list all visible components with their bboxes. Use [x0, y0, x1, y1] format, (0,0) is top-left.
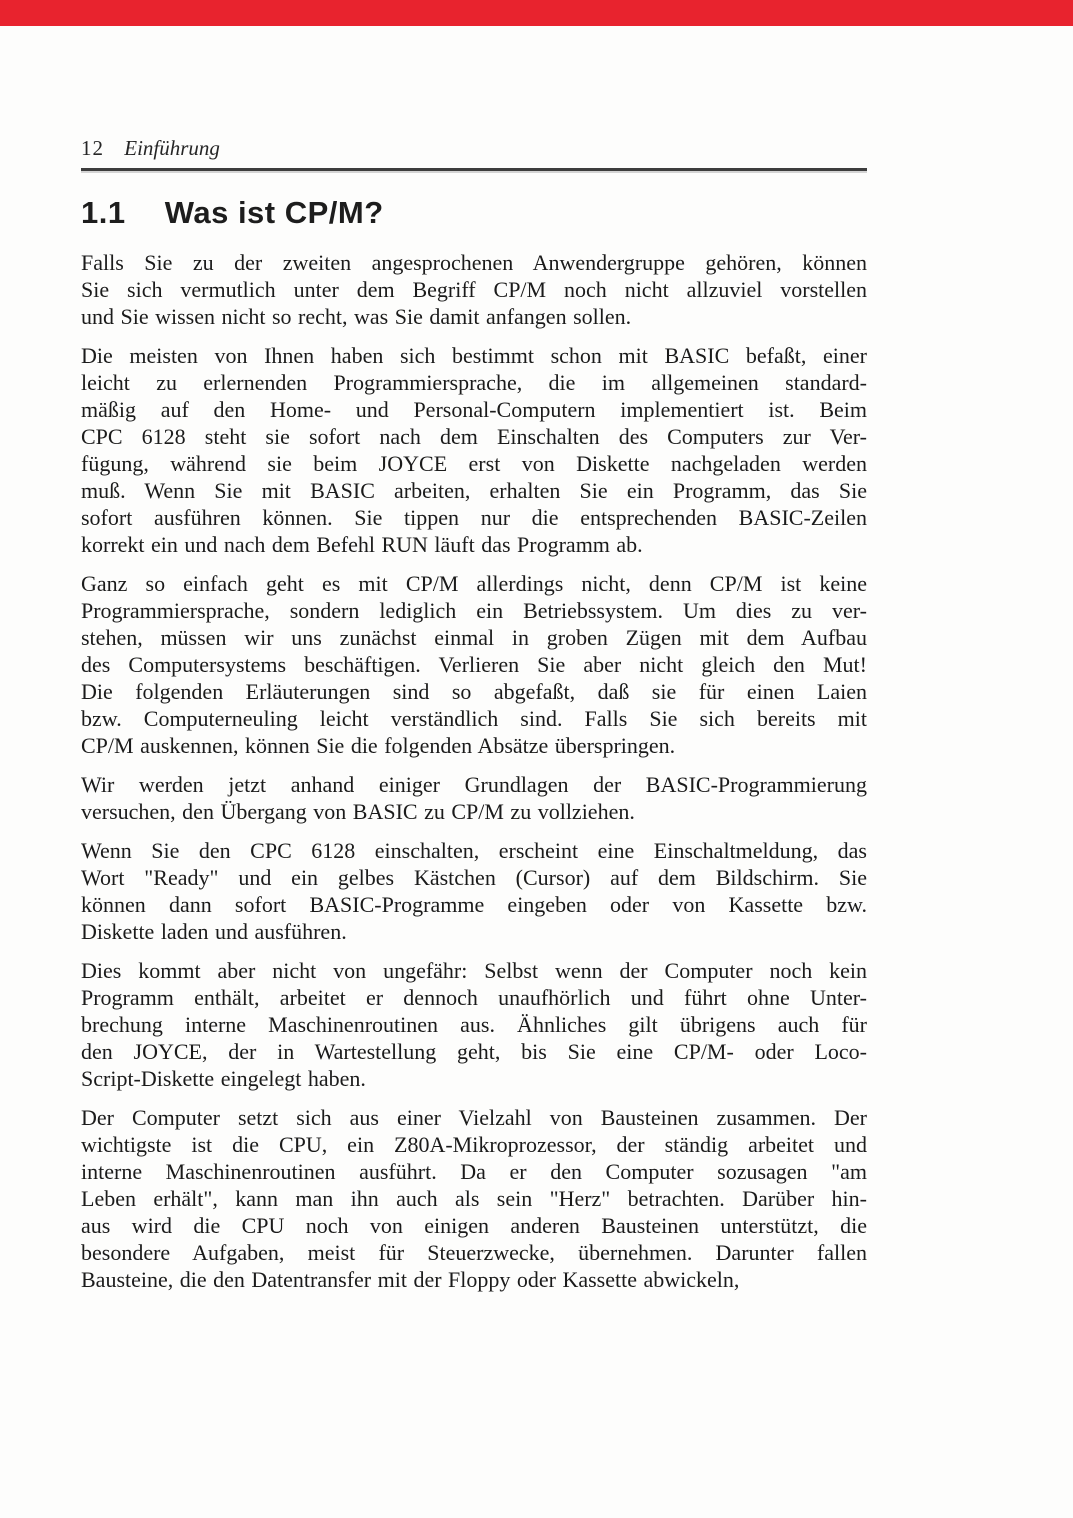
text-line: Programm enthält, arbeitet er dennoch unaufhörlich und führt ohne Unter-: [81, 985, 867, 1010]
text-line: korrekt ein und nach dem Befehl RUN läuft das Programm ab.: [81, 532, 643, 557]
header-rule: [81, 168, 867, 171]
paragraph: [81, 1104, 867, 1293]
chapter-title: Einführung: [124, 136, 220, 160]
text-line: Ganz so einfach geht es mit CP/M allerdings nicht, denn CP/M ist keine: [81, 571, 867, 596]
paragraph: [81, 342, 867, 558]
text-line: muß. Wenn Sie mit BASIC arbeiten, erhalten Sie ein Programm, das Sie: [81, 478, 867, 503]
text-line: brechung interne Maschinenroutinen aus. Ähnliches gilt übrigens auch für: [81, 1012, 867, 1037]
text-line: leicht zu erlernenden Programmiersprache, die im allgemeinen standard-: [81, 370, 867, 395]
running-header: [81, 136, 867, 161]
text-line: Programmiersprache, sondern lediglich ein Betriebssystem. Um dies zu ver-: [81, 598, 867, 623]
paragraph: [81, 570, 867, 759]
text-line: Sie sich vermutlich unter dem Begriff CP/M noch nicht allzuviel vorstellen: [81, 277, 867, 302]
text-line: sofort ausführen können. Sie tippen nur die entsprechenden BASIC-Zeilen: [81, 505, 867, 530]
paragraph: [81, 957, 867, 1092]
text-line: CPC 6128 steht sie sofort nach dem Einschalten des Computers zur Ver-: [81, 424, 867, 449]
text-line: und Sie wissen nicht so recht, was Sie damit anfangen sollen.: [81, 304, 632, 329]
body-text: [81, 249, 867, 1293]
section-heading: [81, 195, 867, 231]
text-line: Wenn Sie den CPC 6128 einschalten, erscheint eine Einschaltmeldung, das: [81, 838, 867, 863]
text-line: stehen, müssen wir uns zunächst einmal in groben Zügen mit dem Aufbau: [81, 625, 867, 650]
page-number: 12: [81, 136, 104, 160]
text-line: besondere Aufgaben, meist für Steuerzwecke, übernehmen. Darunter fallen: [81, 1240, 867, 1265]
text-line: Wort "Ready" und ein gelbes Kästchen (Cursor) auf dem Bildschirm. Sie: [81, 865, 867, 890]
text-line: Die meisten von Ihnen haben sich bestimmt schon mit BASIC befaßt, einer: [81, 343, 867, 368]
text-line: Script-Diskette eingelegt haben.: [81, 1066, 366, 1091]
text-line: bzw. Computerneuling leicht verständlich sind. Falls Sie sich bereits mit: [81, 706, 867, 731]
paragraph: [81, 771, 867, 825]
text-line: fügung, während sie beim JOYCE erst von Diskette nachgeladen werden: [81, 451, 867, 476]
text-line: Falls Sie zu der zweiten angesprochenen Anwendergruppe gehören, können: [81, 250, 867, 275]
text-line: mäßig auf den Home- und Personal-Computern implementiert ist. Beim: [81, 397, 867, 422]
text-line: Leben erhält", kann man ihn auch als sein "Herz" betrachten. Darüber hin-: [81, 1186, 867, 1211]
text-line: des Computersystems beschäftigen. Verlieren Sie aber nicht gleich den Mut!: [81, 652, 867, 677]
paragraph: [81, 249, 867, 330]
text-line: Diskette laden und ausführen.: [81, 919, 347, 944]
red-top-band: [0, 0, 1073, 26]
text-line: den JOYCE, der in Wartestellung geht, bis Sie eine CP/M- oder Loco-: [81, 1039, 867, 1064]
text-line: Die folgenden Erläuterungen sind so abgefaßt, daß sie für einen Laien: [81, 679, 867, 704]
text-line: Dies kommt aber nicht von ungefähr: Selbst wenn der Computer noch kein: [81, 958, 867, 983]
text-line: wichtigste ist die CPU, ein Z80A-Mikroprozessor, der ständig arbeitet und: [81, 1132, 867, 1157]
text-line: CP/M auskennen, können Sie die folgenden Absätze überspringen.: [81, 733, 676, 758]
paragraph: [81, 837, 867, 945]
text-line: versuchen, den Übergang von BASIC zu CP/M zu vollziehen.: [81, 799, 635, 824]
section-number: 1.1: [81, 195, 126, 230]
text-line: Wir werden jetzt anhand einiger Grundlagen der BASIC-Programmierung: [81, 772, 867, 797]
text-line: Bausteine, die den Datentransfer mit der Floppy oder Kassette abwickeln,: [81, 1267, 740, 1292]
text-line: können dann sofort BASIC-Programme eingeben oder von Kassette bzw.: [81, 892, 867, 917]
page-content: [81, 136, 867, 1293]
text-line: interne Maschinenroutinen ausführt. Da er den Computer sozusagen "am: [81, 1159, 867, 1184]
text-line: Der Computer setzt sich aus einer Vielzahl von Bausteinen zusammen. Der: [81, 1105, 867, 1130]
text-line: aus wird die CPU noch von einigen anderen Bausteinen unterstützt, die: [81, 1213, 867, 1238]
section-title: Was ist CP/M?: [164, 195, 384, 230]
